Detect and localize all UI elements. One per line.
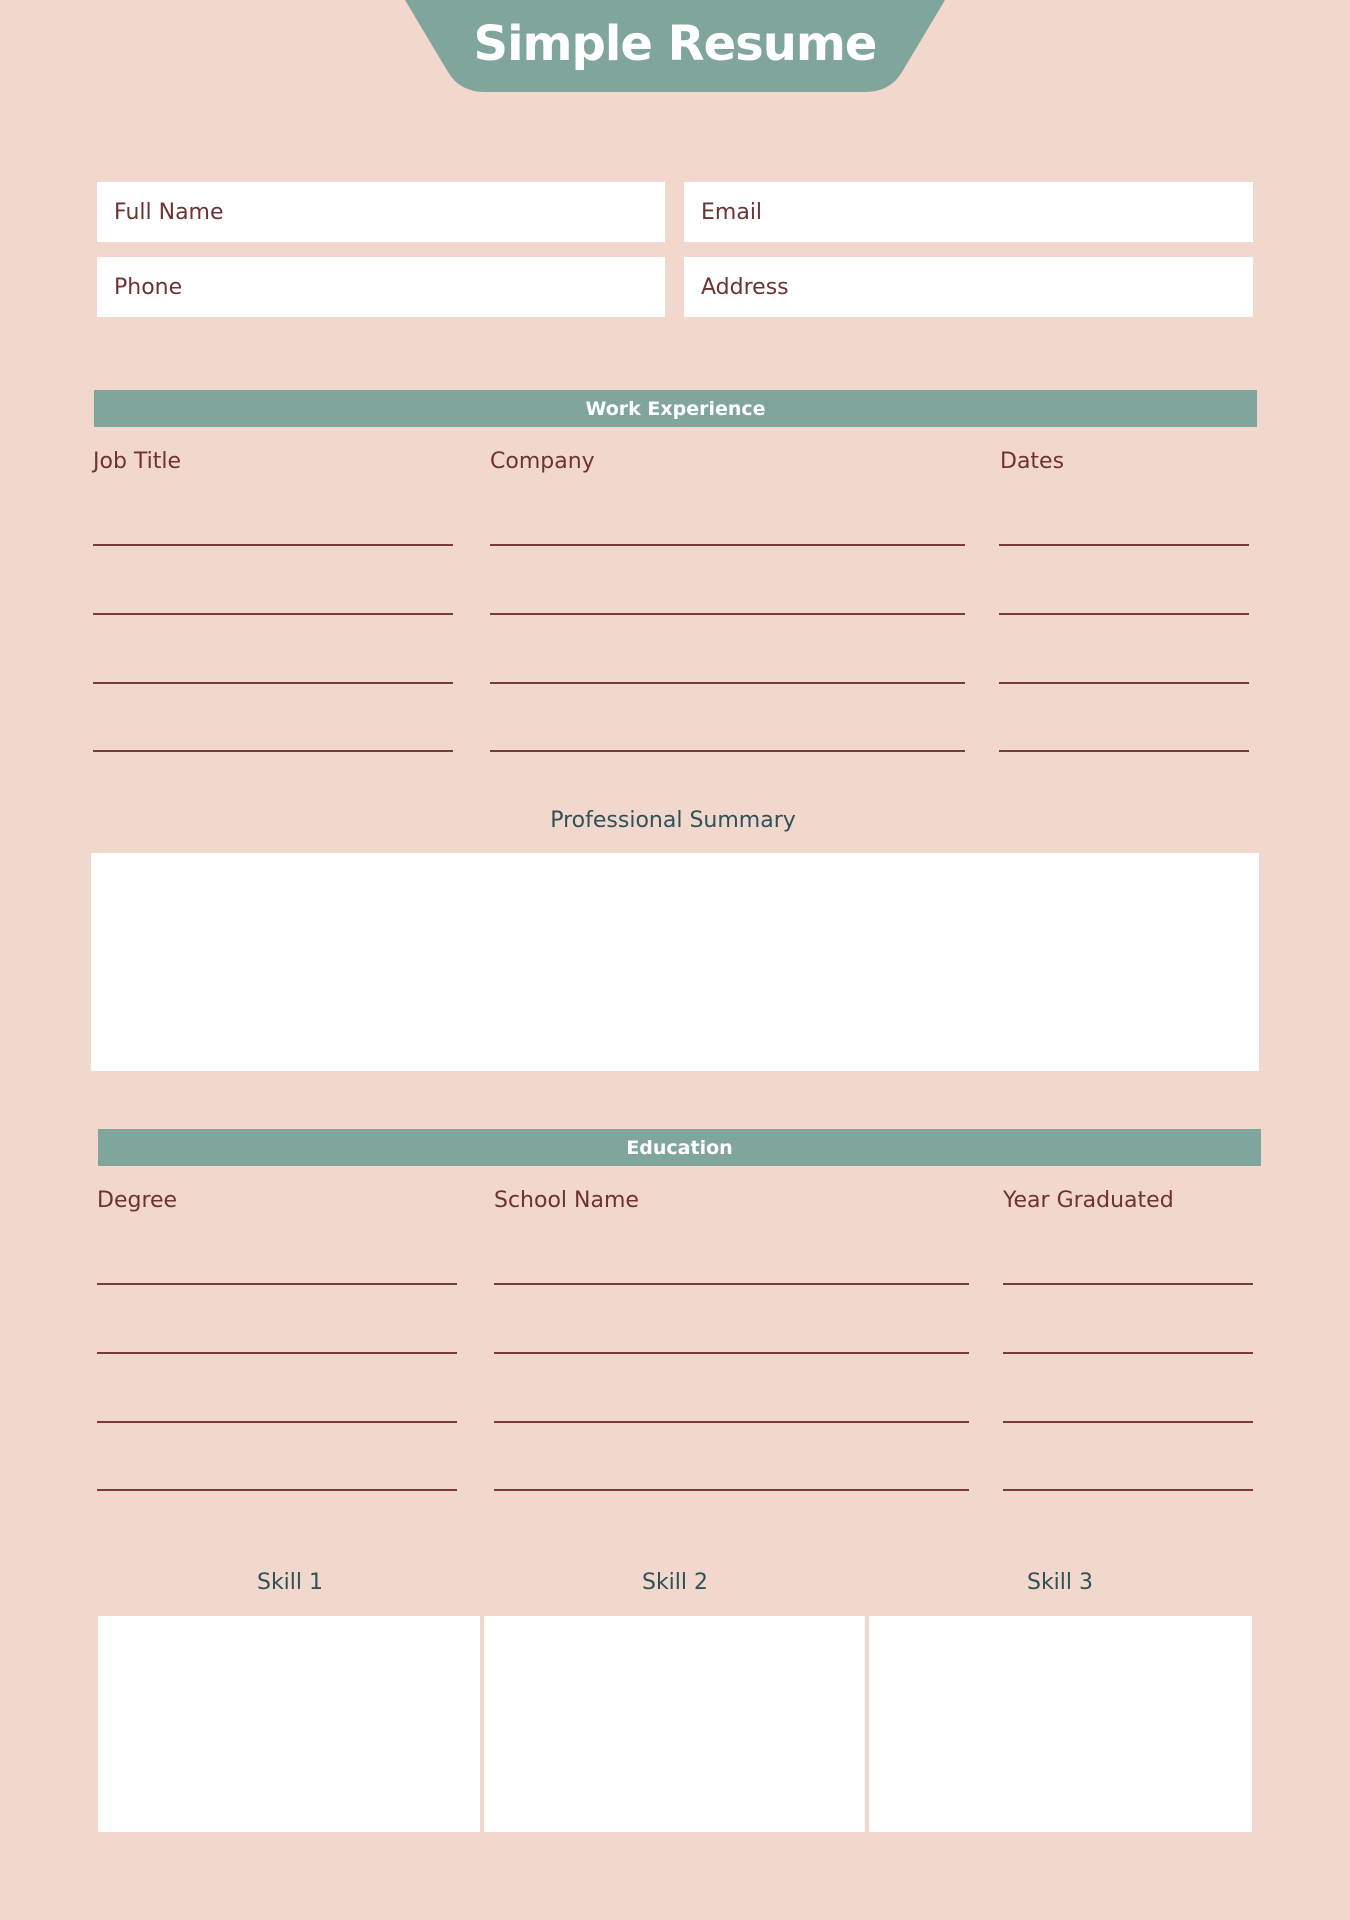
education-title: Education (626, 1136, 733, 1159)
dates-line-2[interactable] (999, 613, 1249, 615)
year-graduated-column-label: Year Graduated (1003, 1188, 1174, 1213)
dates-line-1[interactable] (999, 544, 1249, 546)
dates-line-4[interactable] (999, 750, 1249, 752)
full-name-field[interactable] (97, 182, 665, 242)
company-column-label: Company (490, 449, 595, 474)
dates-column-label: Dates (1000, 449, 1065, 474)
phone-field[interactable] (97, 257, 665, 317)
job-title-column-label: Job Title (93, 449, 182, 474)
address-label: Address (701, 274, 789, 300)
title-banner (400, 0, 950, 92)
work-experience-header (94, 390, 1257, 427)
skill-1-label: Skill 1 (256, 1570, 324, 1595)
dates-line-3[interactable] (999, 682, 1249, 684)
school-name-line-2[interactable] (494, 1352, 969, 1354)
email-label: Email (701, 199, 763, 225)
year-graduated-line-4[interactable] (1003, 1489, 1253, 1491)
work-experience-title: Work Experience (585, 397, 766, 420)
email-field[interactable] (684, 182, 1253, 242)
skill-1-box[interactable] (98, 1616, 480, 1832)
job-title-line-2[interactable] (93, 613, 453, 615)
full-name-label: Full Name (114, 199, 224, 225)
school-name-line-4[interactable] (494, 1489, 969, 1491)
skill-3-label: Skill 3 (1026, 1570, 1094, 1595)
company-line-2[interactable] (490, 613, 965, 615)
skill-3-box[interactable] (869, 1616, 1252, 1832)
year-graduated-line-3[interactable] (1003, 1421, 1253, 1423)
company-line-1[interactable] (490, 544, 965, 546)
job-title-line-3[interactable] (93, 682, 453, 684)
degree-line-1[interactable] (97, 1283, 457, 1285)
degree-column-label: Degree (97, 1188, 178, 1213)
year-graduated-line-2[interactable] (1003, 1352, 1253, 1354)
year-graduated-line-1[interactable] (1003, 1283, 1253, 1285)
job-title-line-1[interactable] (93, 544, 453, 546)
school-name-column-label: School Name (494, 1188, 639, 1213)
professional-summary-label: Professional Summary (550, 808, 796, 833)
company-line-4[interactable] (490, 750, 965, 752)
degree-line-4[interactable] (97, 1489, 457, 1491)
education-header (98, 1129, 1261, 1166)
page-title: Simple Resume (473, 16, 877, 72)
school-name-line-1[interactable] (494, 1283, 969, 1285)
degree-line-2[interactable] (97, 1352, 457, 1354)
company-line-3[interactable] (490, 682, 965, 684)
professional-summary-box[interactable] (91, 853, 1259, 1071)
address-field[interactable] (684, 257, 1253, 317)
degree-line-3[interactable] (97, 1421, 457, 1423)
skill-2-label: Skill 2 (641, 1570, 709, 1595)
school-name-line-3[interactable] (494, 1421, 969, 1423)
job-title-line-4[interactable] (93, 750, 453, 752)
phone-label: Phone (114, 274, 183, 300)
skill-2-box[interactable] (484, 1616, 865, 1832)
